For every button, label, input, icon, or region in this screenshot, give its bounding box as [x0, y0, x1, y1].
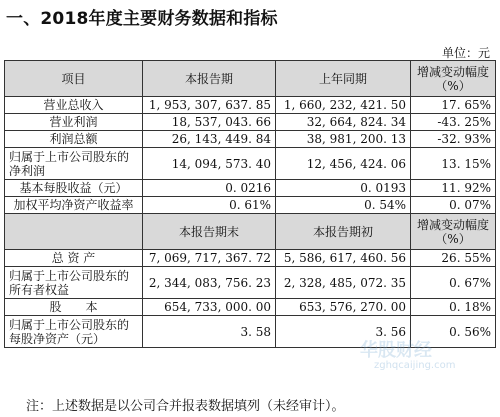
table-row	[5, 299, 496, 316]
row-item: 加权平均净资产收益率	[5, 197, 143, 214]
row-item: 归属于上市公司股东的每股净资产（元）	[5, 316, 143, 348]
table-row	[5, 197, 496, 214]
row-item: 基本每股收益（元）	[5, 180, 143, 197]
row-prior: 2, 328, 485, 072. 35	[276, 267, 411, 299]
row-current: 0. 0216	[143, 180, 276, 197]
table-row	[5, 131, 496, 148]
row-item: 归属于上市公司股东的净利润	[5, 148, 143, 180]
table-row	[5, 97, 496, 114]
row-prior: 0. 54%	[276, 197, 411, 214]
row-current: 7, 069, 717, 367. 72	[143, 250, 276, 267]
row-current: 1, 953, 307, 637. 85	[143, 97, 276, 114]
row-change: 0. 07%	[411, 197, 496, 214]
row-prior: 38, 981, 200. 13	[276, 131, 411, 148]
row-item: 总 资 产	[5, 250, 143, 267]
table2-header-row	[5, 214, 496, 250]
row-current: 26, 143, 449. 84	[143, 131, 276, 148]
row-item: 营业利润	[5, 114, 143, 131]
row-change: 0. 56%	[411, 316, 496, 348]
header-current-period: 本报告期	[143, 61, 276, 97]
table-row	[5, 114, 496, 131]
row-item: 股 本	[5, 299, 143, 316]
row-prior: 3. 56	[276, 316, 411, 348]
watermark-url: zghqcaijing.com	[374, 360, 456, 371]
row-item: 利润总额	[5, 131, 143, 148]
row-change: 17. 65%	[411, 97, 496, 114]
row-current: 2, 344, 083, 756. 23	[143, 267, 276, 299]
watermark-logo: 华股财经	[360, 340, 432, 361]
unit-label: 单位：元	[441, 46, 490, 60]
table-row	[5, 316, 496, 348]
header-change-rate: 增减变动幅度（%）	[411, 214, 496, 250]
header-period-end: 本报告期末	[143, 214, 276, 250]
table-row	[5, 250, 496, 267]
row-change: -43. 25%	[411, 114, 496, 131]
header-change-rate: 增减变动幅度（%）	[411, 61, 496, 97]
row-current: 0. 61%	[143, 197, 276, 214]
header-blank	[5, 214, 143, 250]
row-prior: 0. 0193	[276, 180, 411, 197]
row-change: -32. 93%	[411, 131, 496, 148]
financial-data-table	[4, 60, 496, 348]
row-prior: 1, 660, 232, 421. 50	[276, 97, 411, 114]
row-prior: 5, 586, 617, 460. 56	[276, 250, 411, 267]
section-title: 一、2018年度主要财务数据和指标	[6, 9, 278, 29]
row-change: 0. 18%	[411, 299, 496, 316]
table-row	[5, 148, 496, 180]
row-current: 3. 58	[143, 316, 276, 348]
row-change: 0. 67%	[411, 267, 496, 299]
table-row	[5, 180, 496, 197]
table-row	[5, 267, 496, 299]
row-change: 13. 15%	[411, 148, 496, 180]
row-prior: 32, 664, 824. 34	[276, 114, 411, 131]
row-change: 11. 92%	[411, 180, 496, 197]
header-prior-period: 上年同期	[276, 61, 411, 97]
row-change: 26. 55%	[411, 250, 496, 267]
row-current: 14, 094, 573. 40	[143, 148, 276, 180]
row-current: 654, 733, 000. 00	[143, 299, 276, 316]
row-prior: 12, 456, 424. 06	[276, 148, 411, 180]
footnote: 注：上述数据是以公司合并报表数据填列（未经审计）。	[26, 399, 345, 414]
row-item: 营业总收入	[5, 97, 143, 114]
header-period-start: 本报告期初	[276, 214, 411, 250]
row-item: 归属于上市公司股东的所有者权益	[5, 267, 143, 299]
row-current: 18, 537, 043. 66	[143, 114, 276, 131]
row-prior: 653, 576, 270. 00	[276, 299, 411, 316]
header-item: 项目	[5, 61, 143, 97]
table1-header-row	[5, 61, 496, 97]
